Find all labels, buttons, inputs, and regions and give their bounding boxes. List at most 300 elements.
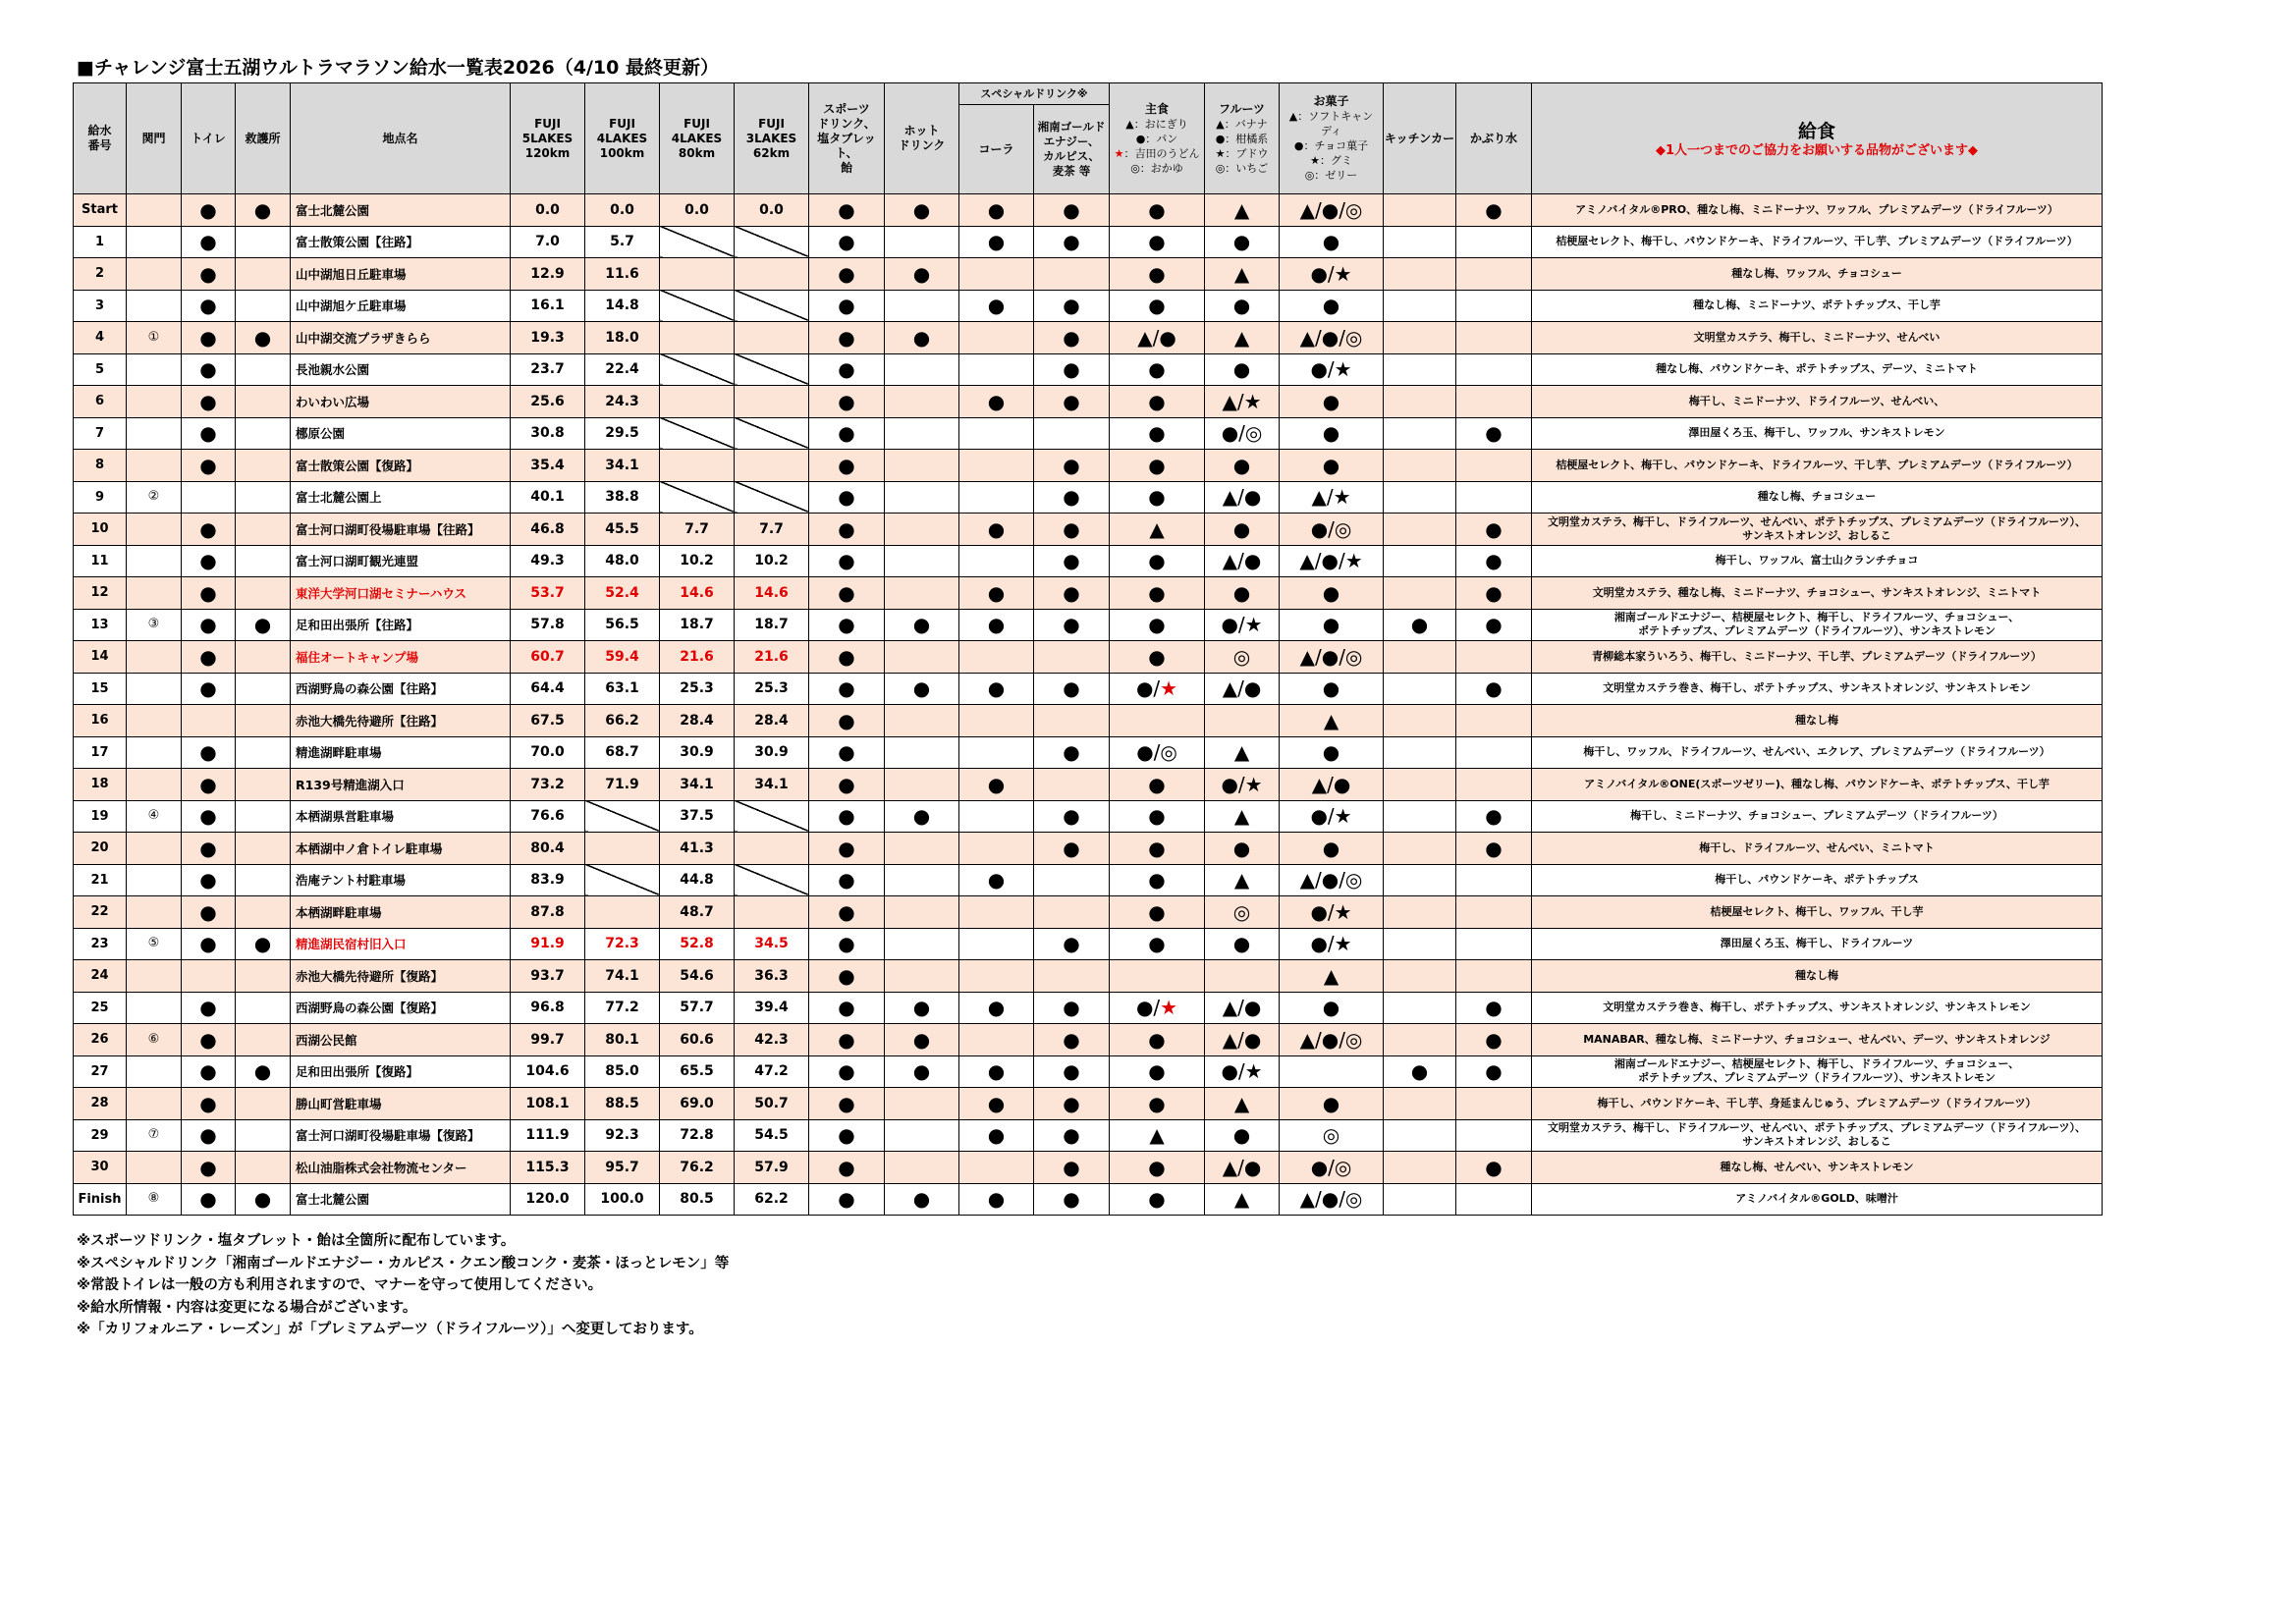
- staple-cell: ●/◎: [1110, 736, 1205, 769]
- sports-cell: ●: [809, 386, 885, 418]
- toilet-cell: ●: [182, 450, 236, 482]
- shonan-cell: ●: [1034, 450, 1110, 482]
- distance-cell: 24.3: [585, 386, 660, 418]
- distance-cell: [585, 896, 660, 929]
- distance-cell: [735, 800, 809, 833]
- sweets-cell: [1280, 1055, 1384, 1088]
- gate-cell: ④: [127, 800, 182, 833]
- sports-cell: ●: [809, 800, 885, 833]
- kitchen-cell: [1384, 481, 1456, 514]
- table-row: [74, 226, 2103, 258]
- sports-cell: ●: [809, 896, 885, 929]
- shonan-cell: ●: [1034, 1088, 1110, 1120]
- staple-cell: ●: [1110, 386, 1205, 418]
- station-number: 3: [74, 290, 127, 322]
- staple-cell: ●: [1110, 1152, 1205, 1184]
- shonan-cell: ●: [1034, 736, 1110, 769]
- toilet-cell: ●: [182, 386, 236, 418]
- station-number: 15: [74, 673, 127, 705]
- place-name: 西湖野鳥の森公園【復路】: [291, 992, 511, 1024]
- fruit-cell: ●: [1205, 353, 1280, 386]
- distance-cell: 14.6: [660, 577, 735, 610]
- cola-cell: [959, 833, 1034, 865]
- table-row: [74, 322, 2103, 354]
- cola-cell: [959, 481, 1034, 514]
- header-dist-62: FUJI 3LAKES 62km: [735, 83, 809, 194]
- hot-drink-cell: [885, 864, 959, 896]
- sports-cell: ●: [809, 353, 885, 386]
- water-cell: ●: [1456, 609, 1532, 641]
- distance-cell: 92.3: [585, 1119, 660, 1152]
- shonan-cell: ●: [1034, 226, 1110, 258]
- staple-cell: ●: [1110, 641, 1205, 674]
- hot-drink-cell: [885, 450, 959, 482]
- distance-cell: 57.9: [735, 1152, 809, 1184]
- station-number: 23: [74, 928, 127, 960]
- table-row: [74, 736, 2103, 769]
- place-name: 西湖野鳥の森公園【往路】: [291, 673, 511, 705]
- station-number: 12: [74, 577, 127, 610]
- toilet-cell: [182, 960, 236, 993]
- table-row: [74, 992, 2103, 1024]
- distance-cell: 48.7: [660, 896, 735, 929]
- cola-cell: ●: [959, 290, 1034, 322]
- distance-cell: 74.1: [585, 960, 660, 993]
- water-cell: ●: [1456, 577, 1532, 610]
- distance-cell: 67.5: [511, 705, 585, 737]
- toilet-cell: ●: [182, 290, 236, 322]
- kitchen-cell: [1384, 800, 1456, 833]
- fruit-cell: ▲: [1205, 258, 1280, 291]
- shonan-cell: [1034, 258, 1110, 291]
- food-cell: アミノバイタル®ONE(スポーツゼリー)、種なし梅、パウンドケーキ、ポテトチップス、干し芋: [1532, 769, 2103, 801]
- cola-cell: ●: [959, 992, 1034, 1024]
- kitchen-cell: [1384, 226, 1456, 258]
- distance-cell: 29.5: [585, 417, 660, 450]
- aid-cell: [236, 450, 291, 482]
- cola-cell: [959, 1024, 1034, 1056]
- shonan-cell: ●: [1034, 481, 1110, 514]
- toilet-cell: ●: [182, 833, 236, 865]
- distance-cell: 85.0: [585, 1055, 660, 1088]
- fruit-cell: ▲: [1205, 322, 1280, 354]
- food-cell: 文明堂カステラ、梅干し、ミニドーナツ、せんべい: [1532, 322, 2103, 354]
- food-cell: 種なし梅、ミニドーナツ、ポテトチップス、干し芋: [1532, 290, 2103, 322]
- water-cell: [1456, 1088, 1532, 1120]
- place-name: 足和田出張所【往路】: [291, 609, 511, 641]
- gate-cell: [127, 769, 182, 801]
- sweets-cell: ●: [1280, 450, 1384, 482]
- gate-cell: [127, 386, 182, 418]
- sports-cell: ●: [809, 258, 885, 291]
- staple-cell: ●: [1110, 769, 1205, 801]
- aid-cell: [236, 736, 291, 769]
- kitchen-cell: [1384, 322, 1456, 354]
- distance-cell: [660, 290, 735, 322]
- kitchen-cell: [1384, 514, 1456, 546]
- fruit-cell: ●: [1205, 290, 1280, 322]
- distance-cell: 0.0: [511, 194, 585, 227]
- table-row: [74, 1024, 2103, 1056]
- shonan-cell: ●: [1034, 992, 1110, 1024]
- distance-cell: 53.7: [511, 577, 585, 610]
- place-name: 本栖湖県営駐車場: [291, 800, 511, 833]
- hot-drink-cell: [885, 641, 959, 674]
- distance-cell: [735, 896, 809, 929]
- food-note: ◆1人一つまでのご協力をお願いする品物がございます◆: [1655, 142, 1979, 158]
- distance-cell: 28.4: [660, 705, 735, 737]
- water-cell: [1456, 258, 1532, 291]
- toilet-cell: ●: [182, 417, 236, 450]
- staple-cell: [1110, 705, 1205, 737]
- distance-cell: 42.3: [735, 1024, 809, 1056]
- shonan-cell: ●: [1034, 673, 1110, 705]
- distance-cell: 108.1: [511, 1088, 585, 1120]
- water-cell: [1456, 705, 1532, 737]
- toilet-cell: [182, 705, 236, 737]
- table-row: [74, 609, 2103, 641]
- cola-cell: ●: [959, 673, 1034, 705]
- place-name: 山中湖旭日丘駐車場: [291, 258, 511, 291]
- table-row: [74, 705, 2103, 737]
- distance-cell: 115.3: [511, 1152, 585, 1184]
- kitchen-cell: [1384, 928, 1456, 960]
- kitchen-cell: ●: [1384, 1055, 1456, 1088]
- aid-cell: [236, 545, 291, 577]
- cola-cell: [959, 705, 1034, 737]
- cola-cell: ●: [959, 1055, 1034, 1088]
- cola-cell: [959, 736, 1034, 769]
- station-number: 6: [74, 386, 127, 418]
- place-name: 足和田出張所【復路】: [291, 1055, 511, 1088]
- cola-cell: [959, 322, 1034, 354]
- distance-cell: [585, 800, 660, 833]
- fruit-cell: ●/★: [1205, 609, 1280, 641]
- food-cell: 梅干し、パウンドケーキ、干し芋、身延まんじゅう、プレミアムデーツ（ドライフルーツ）: [1532, 1088, 2103, 1120]
- kitchen-cell: [1384, 641, 1456, 674]
- food-title: 給食: [1798, 120, 1836, 142]
- shonan-cell: [1034, 417, 1110, 450]
- water-cell: [1456, 1183, 1532, 1216]
- station-number: 2: [74, 258, 127, 291]
- place-name: 富士散策公園【往路】: [291, 226, 511, 258]
- cola-cell: [959, 896, 1034, 929]
- distance-cell: 34.1: [735, 769, 809, 801]
- gate-cell: ⑦: [127, 1119, 182, 1152]
- food-cell: 文明堂カステラ、梅干し、ドライフルーツ、せんべい、ポテトチップス、プレミアムデーツ（ドライフルーツ）、 サンキストオレンジ、おしるこ: [1532, 1119, 2103, 1152]
- food-cell: 桔梗屋セレクト、梅干し、ワッフル、干し芋: [1532, 896, 2103, 929]
- shonan-cell: ●: [1034, 514, 1110, 546]
- distance-cell: 23.7: [511, 353, 585, 386]
- distance-cell: 56.5: [585, 609, 660, 641]
- distance-cell: 93.7: [511, 960, 585, 993]
- water-cell: ●: [1456, 545, 1532, 577]
- gate-cell: ②: [127, 481, 182, 514]
- table-row: [74, 577, 2103, 610]
- water-cell: [1456, 353, 1532, 386]
- distance-cell: 21.6: [735, 641, 809, 674]
- shonan-cell: [1034, 705, 1110, 737]
- kitchen-cell: [1384, 1152, 1456, 1184]
- place-name: 山中湖交流プラザきらら: [291, 322, 511, 354]
- shonan-cell: [1034, 896, 1110, 929]
- table-row: [74, 960, 2103, 993]
- sweets-legend-3: ★：グミ: [1310, 154, 1352, 167]
- sports-cell: ●: [809, 960, 885, 993]
- sweets-cell: ▲/●/◎: [1280, 641, 1384, 674]
- hot-drink-cell: ●: [885, 322, 959, 354]
- gate-cell: [127, 673, 182, 705]
- gate-cell: [127, 960, 182, 993]
- station-number: 5: [74, 353, 127, 386]
- staple-cell: ●: [1110, 290, 1205, 322]
- hot-drink-cell: ●: [885, 258, 959, 291]
- gate-cell: [127, 992, 182, 1024]
- distance-cell: 34.1: [585, 450, 660, 482]
- water-cell: [1456, 481, 1532, 514]
- distance-cell: 72.3: [585, 928, 660, 960]
- sports-cell: ●: [809, 864, 885, 896]
- distance-cell: 44.8: [660, 864, 735, 896]
- kitchen-cell: [1384, 290, 1456, 322]
- distance-cell: 35.4: [511, 450, 585, 482]
- red-star-icon: ★: [1160, 676, 1178, 701]
- cola-cell: [959, 417, 1034, 450]
- gate-cell: ⑤: [127, 928, 182, 960]
- hot-drink-cell: ●: [885, 673, 959, 705]
- distance-cell: 10.2: [660, 545, 735, 577]
- distance-cell: 71.9: [585, 769, 660, 801]
- food-cell: 文明堂カステラ、種なし梅、ミニドーナツ、チョコシュー、サンキストオレンジ、ミニトマト: [1532, 577, 2103, 610]
- toilet-cell: ●: [182, 1152, 236, 1184]
- aid-cell: [236, 1088, 291, 1120]
- distance-cell: 111.9: [511, 1119, 585, 1152]
- station-number: 29: [74, 1119, 127, 1152]
- aid-cell: [236, 226, 291, 258]
- table-row: [74, 417, 2103, 450]
- staple-cell: ▲/●: [1110, 322, 1205, 354]
- fruit-cell: [1205, 960, 1280, 993]
- shonan-cell: [1034, 641, 1110, 674]
- aid-cell: [236, 864, 291, 896]
- header-dist-120: FUJI 5LAKES 120km: [511, 83, 585, 194]
- kitchen-cell: [1384, 833, 1456, 865]
- food-cell: 種なし梅、せんべい、サンキストレモン: [1532, 1152, 2103, 1184]
- table-row: [74, 514, 2103, 546]
- sports-cell: ●: [809, 1152, 885, 1184]
- gate-cell: [127, 514, 182, 546]
- aid-cell: [236, 673, 291, 705]
- gate-cell: [127, 1088, 182, 1120]
- staple-cell: ●: [1110, 896, 1205, 929]
- kitchen-cell: [1384, 864, 1456, 896]
- food-cell: 文明堂カステラ、梅干し、ドライフルーツ、せんべい、ポテトチップス、プレミアムデーツ（ドライフルーツ）、 サンキストオレンジ、おしるこ: [1532, 514, 2103, 546]
- header-water: かぶり水: [1456, 83, 1532, 194]
- footnote: ※給水所情報・内容は変更になる場合がございます。: [77, 1299, 417, 1316]
- toilet-cell: ●: [182, 992, 236, 1024]
- shonan-cell: ●: [1034, 833, 1110, 865]
- fruit-cell: ▲/●: [1205, 481, 1280, 514]
- toilet-cell: ●: [182, 736, 236, 769]
- hot-drink-cell: [885, 353, 959, 386]
- distance-cell: 5.7: [585, 226, 660, 258]
- table-row: [74, 1152, 2103, 1184]
- staple-mark: ●/: [1135, 676, 1161, 701]
- shonan-cell: ●: [1034, 386, 1110, 418]
- staple-cell: ●: [1110, 545, 1205, 577]
- fruit-legend-3: ★：ブドウ: [1215, 146, 1269, 160]
- hot-drink-cell: ●: [885, 1183, 959, 1216]
- station-number: 20: [74, 833, 127, 865]
- station-number: 18: [74, 769, 127, 801]
- distance-cell: 57.7: [660, 992, 735, 1024]
- fruit-cell: [1205, 705, 1280, 737]
- toilet-cell: ●: [182, 258, 236, 291]
- toilet-cell: ●: [182, 514, 236, 546]
- place-name: 本栖湖畔駐車場: [291, 896, 511, 929]
- distance-cell: 40.1: [511, 481, 585, 514]
- hot-drink-cell: [885, 960, 959, 993]
- aid-cell: [236, 705, 291, 737]
- food-cell: 湘南ゴールドエナジー、桔梗屋セレクト、梅干し、ドライフルーツ、チョコシュー、 ポテトチップス、プレミアムデーツ（ドライフルーツ）、サンキストレモン: [1532, 609, 2103, 641]
- distance-cell: 14.6: [735, 577, 809, 610]
- sweets-cell: ▲/●/◎: [1280, 1183, 1384, 1216]
- place-name: 勝山町営駐車場: [291, 1088, 511, 1120]
- water-cell: ●: [1456, 800, 1532, 833]
- fruit-cell: ▲/★: [1205, 386, 1280, 418]
- fruit-title: フルーツ: [1218, 101, 1266, 116]
- sweets-cell: ▲/●/★: [1280, 545, 1384, 577]
- gate-cell: [127, 417, 182, 450]
- food-cell: 文明堂カステラ巻き、梅干し、ポテトチップス、サンキストオレンジ、サンキストレモン: [1532, 673, 2103, 705]
- table-row: [74, 833, 2103, 865]
- distance-cell: 68.7: [585, 736, 660, 769]
- distance-cell: 95.7: [585, 1152, 660, 1184]
- aid-cell: [236, 417, 291, 450]
- distance-cell: 52.8: [660, 928, 735, 960]
- hot-drink-cell: [885, 290, 959, 322]
- fruit-cell: ●: [1205, 833, 1280, 865]
- cola-cell: ●: [959, 1183, 1034, 1216]
- kitchen-cell: ●: [1384, 609, 1456, 641]
- food-cell: 澤田屋くろ玉、梅干し、ドライフルーツ: [1532, 928, 2103, 960]
- toilet-cell: ●: [182, 1119, 236, 1152]
- kitchen-cell: [1384, 960, 1456, 993]
- header-gate: 関門: [127, 83, 182, 194]
- gate-cell: [127, 258, 182, 291]
- shonan-cell: ●: [1034, 322, 1110, 354]
- sweets-cell: ▲/★: [1280, 481, 1384, 514]
- distance-cell: 0.0: [660, 194, 735, 227]
- staple-legend-1: ▲：おにぎり: [1125, 117, 1188, 131]
- header-aid: 救護所: [236, 83, 291, 194]
- distance-cell: 11.6: [585, 258, 660, 291]
- gate-cell: [127, 577, 182, 610]
- kitchen-cell: [1384, 1119, 1456, 1152]
- staple-cell: ●: [1110, 833, 1205, 865]
- distance-cell: 12.9: [511, 258, 585, 291]
- cola-cell: [959, 960, 1034, 993]
- hot-drink-cell: [885, 386, 959, 418]
- distance-cell: 60.7: [511, 641, 585, 674]
- aid-cell: [236, 960, 291, 993]
- distance-cell: [660, 450, 735, 482]
- food-cell: 種なし梅、パウンドケーキ、ポテトチップス、デーツ、ミニトマト: [1532, 353, 2103, 386]
- distance-cell: 66.2: [585, 705, 660, 737]
- station-number: 16: [74, 705, 127, 737]
- fruit-cell: ●: [1205, 514, 1280, 546]
- place-name: 山中湖旭ケ丘駐車場: [291, 290, 511, 322]
- toilet-cell: ●: [182, 800, 236, 833]
- gate-cell: [127, 450, 182, 482]
- staple-cell: ▲: [1110, 1119, 1205, 1152]
- distance-cell: [660, 481, 735, 514]
- distance-cell: 80.1: [585, 1024, 660, 1056]
- staple-cell: ▲: [1110, 514, 1205, 546]
- shonan-cell: ●: [1034, 290, 1110, 322]
- distance-cell: 38.8: [585, 481, 660, 514]
- hot-drink-cell: [885, 736, 959, 769]
- station-number: 30: [74, 1152, 127, 1184]
- header-fruit: [1205, 83, 1280, 194]
- cola-cell: [959, 928, 1034, 960]
- distance-cell: 83.9: [511, 864, 585, 896]
- header-place: 地点名: [291, 83, 511, 194]
- staple-cell: ●: [1110, 577, 1205, 610]
- sweets-cell: ●/★: [1280, 353, 1384, 386]
- aid-cell: [236, 992, 291, 1024]
- footnote: ※「カリフォルニア・レーズン」が「プレミアムデーツ（ドライフルーツ）」へ変更しております。: [77, 1322, 703, 1337]
- sports-cell: ●: [809, 450, 885, 482]
- table-row: [74, 769, 2103, 801]
- gate-cell: [127, 833, 182, 865]
- water-cell: [1456, 960, 1532, 993]
- cola-cell: [959, 545, 1034, 577]
- table-row: [74, 800, 2103, 833]
- place-name: 富士河口湖町役場駐車場【往路】: [291, 514, 511, 546]
- cola-cell: [959, 450, 1034, 482]
- distance-cell: 36.3: [735, 960, 809, 993]
- aid-cell: ●: [236, 1055, 291, 1088]
- red-star-icon: ★: [1160, 996, 1178, 1020]
- sports-cell: ●: [809, 705, 885, 737]
- sports-cell: ●: [809, 577, 885, 610]
- place-name: 富士河口湖町役場駐車場【復路】: [291, 1119, 511, 1152]
- cola-cell: ●: [959, 514, 1034, 546]
- aid-cell: [236, 833, 291, 865]
- sports-cell: ●: [809, 1055, 885, 1088]
- food-cell: アミノバイタル®PRO、種なし梅、ミニドーナツ、ワッフル、プレミアムデーツ（ドライフルーツ）: [1532, 194, 2103, 227]
- staple-cell: ●: [1110, 194, 1205, 227]
- sweets-cell: ●/◎: [1280, 514, 1384, 546]
- staple-cell: ●: [1110, 1183, 1205, 1216]
- kitchen-cell: [1384, 705, 1456, 737]
- sweets-cell: ●: [1280, 386, 1384, 418]
- toilet-cell: ●: [182, 1183, 236, 1216]
- distance-cell: 19.3: [511, 322, 585, 354]
- toilet-cell: ●: [182, 673, 236, 705]
- distance-cell: 34.1: [660, 769, 735, 801]
- distance-cell: 54.5: [735, 1119, 809, 1152]
- toilet-cell: ●: [182, 1024, 236, 1056]
- hot-drink-cell: [885, 896, 959, 929]
- table-row: [74, 1055, 2103, 1088]
- cola-cell: ●: [959, 1119, 1034, 1152]
- place-name: 梛原公園: [291, 417, 511, 450]
- water-cell: ●: [1456, 1055, 1532, 1088]
- shonan-cell: ●: [1034, 577, 1110, 610]
- distance-cell: 37.5: [660, 800, 735, 833]
